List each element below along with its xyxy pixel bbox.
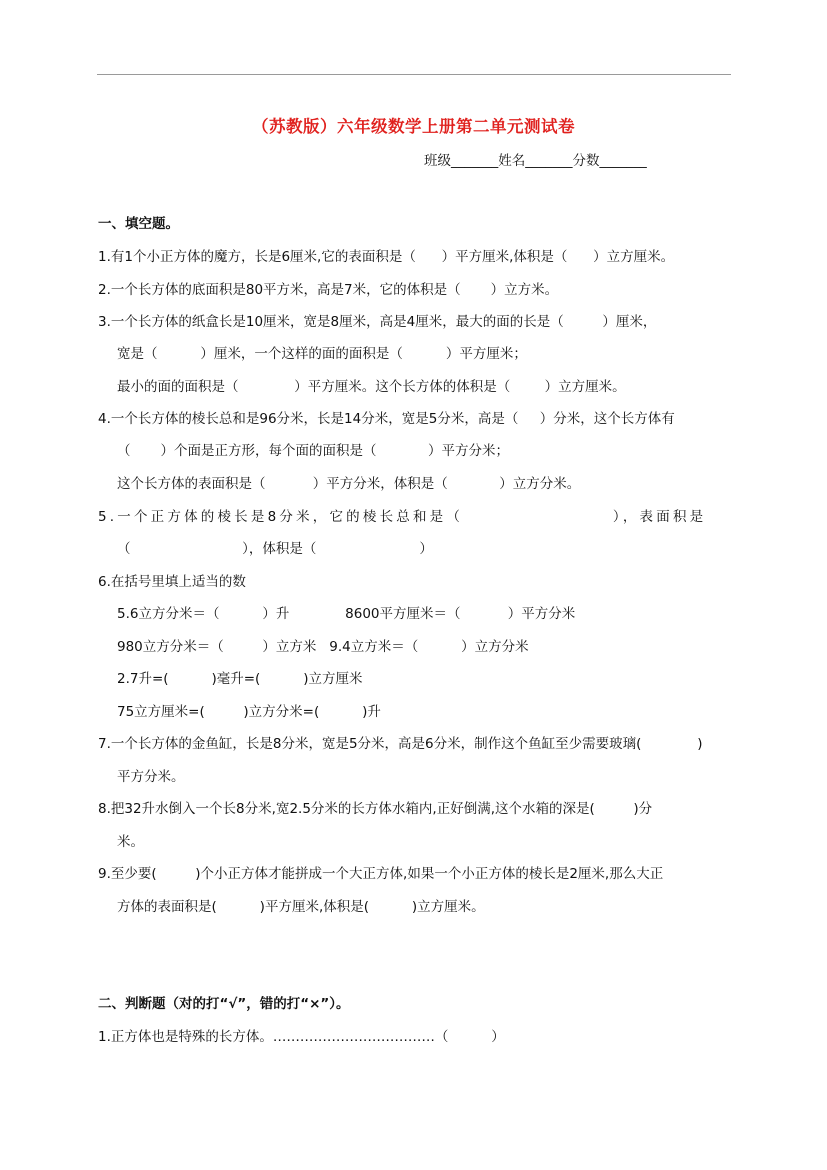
section2-heading: 二、判断题（对的打“√”，错的打“×”）。 [98,996,350,1012]
info-line: 班级_______姓名_______分数_______ [424,153,647,169]
page-title: （苏教版）六年级数学上册第二单元测试卷 [252,117,575,136]
q4-line1: 4.一个长方体的棱长总和是96分米，长是14分米，宽是5分米，高是（ ）分米，这个长方体有 [98,411,675,427]
q3-line3: 最小的面的面积是（ ）平方厘米。这个长方体的体积是（ ）立方厘米。 [117,379,626,395]
judge-q1-line: 1.正方体也是特殊的长方体。………………………………（ ） [98,1029,505,1045]
q7-line2: 平方分米。 [117,769,185,785]
q2-line: 2.一个长方体的底面积是80平方米，高是7米，它的体积是（ ）立方米。 [98,282,559,298]
header-rule [97,74,731,75]
q5-line1: 5.一个正方体的棱长是8分米，它的棱长总和是（ ），表面积是 [98,509,707,525]
section1-heading: 一、填空题。 [98,216,179,232]
q3-line2: 宽是（ ）厘米，一个这样的面的面积是（ ）平方厘米； [117,346,527,362]
q9-line1: 9.至少要( )个小正方体才能拼成一个大正方体,如果一个小正方体的棱长是2厘米,那么大正 [98,866,664,882]
q3-line1: 3.一个长方体的纸盒长是10厘米，宽是8厘米，高是4厘米，最大的面的长是（ ）厘米， [98,314,657,330]
q5-line2: （ ），体积是（ ） [117,541,433,557]
q4-line3: 这个长方体的表面积是（ ）平方分米，体积是（ ）立方分米。 [117,476,581,492]
q8-line2: 米。 [117,834,144,850]
q6-row2: 980立方分米＝（ ）立方米 9.4立方米＝（ ）立方分米 [117,639,529,655]
q6-row1: 5.6立方分米＝（ ）升 8600平方厘米＝（ ）平方分米 [117,606,576,622]
q8-line1: 8.把32升水倒入一个长8分米,宽2.5分米的长方体水箱内,正好倒满,这个水箱的深是( )分 [98,801,653,817]
q6-row4: 75立方厘米=( )立方分米=( )升 [117,704,381,720]
q4-line2: （ ）个面是正方形，每个面的面积是（ ）平方分米； [117,443,510,459]
q6-line: 6.在括号里填上适当的数 [98,574,246,590]
q1-line: 1.有1个小正方体的魔方，长是6厘米,它的表面积是（ ）平方厘米,体积是（ ）立方厘米。 [98,249,675,265]
q6-row3: 2.7升=( )毫升=( )立方厘米 [117,671,363,687]
q7-line1: 7.一个长方体的金鱼缸，长是8分米，宽是5分米，高是6分米，制作这个鱼缸至少需要玻璃( ) [98,736,703,752]
q9-line2: 方体的表面积是( )平方厘米,体积是( )立方厘米。 [117,899,485,915]
